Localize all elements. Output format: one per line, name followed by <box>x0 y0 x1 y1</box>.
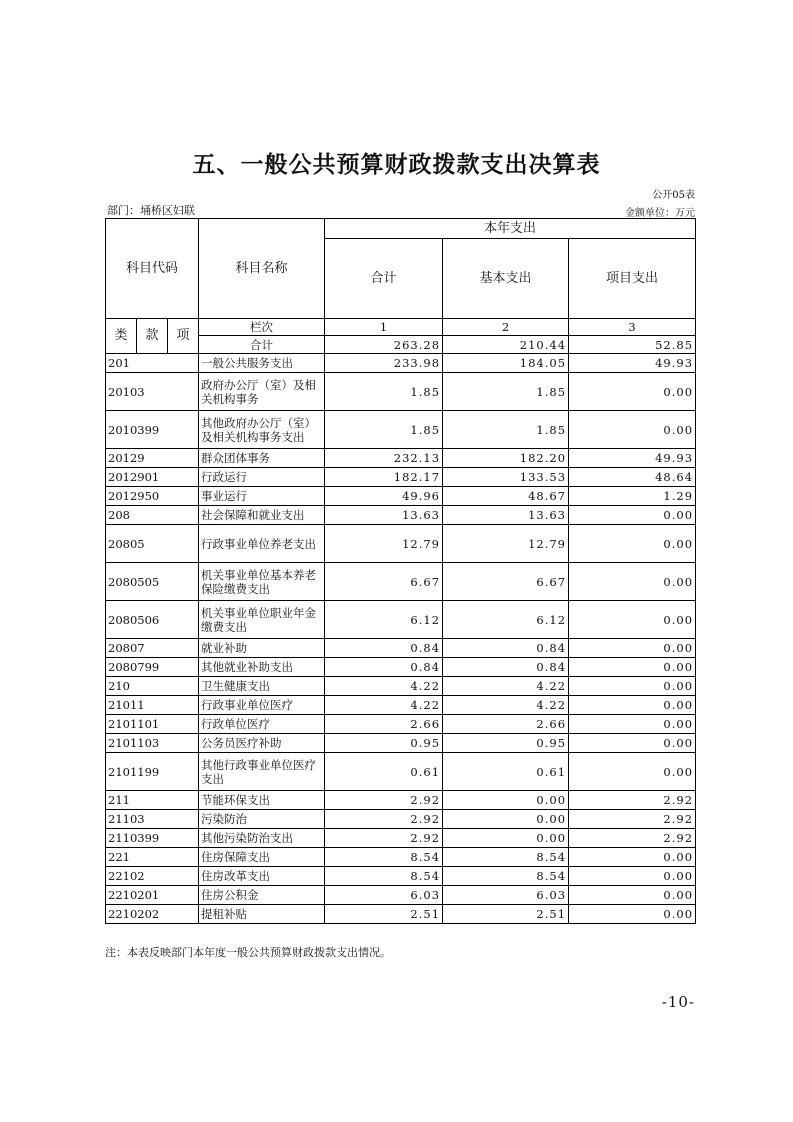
row-total: 8.54 <box>325 867 443 886</box>
row-total: 0.61 <box>325 753 443 791</box>
header-subject-code: 科目代码 <box>106 219 199 319</box>
table-row <box>106 829 696 848</box>
row-code: 20807 <box>106 639 199 658</box>
row-project: 49.93 <box>569 354 696 373</box>
table-row <box>106 905 696 924</box>
table-row <box>106 886 696 905</box>
header-col2: 2 <box>443 319 569 336</box>
row-project: 0.00 <box>569 753 696 791</box>
row-basic: 8.54 <box>443 848 569 867</box>
row-basic: 6.12 <box>443 601 569 639</box>
page-number: -10- <box>661 993 695 1011</box>
row-basic: 4.22 <box>443 696 569 715</box>
row-project: 2.92 <box>569 829 696 848</box>
row-project: 0.00 <box>569 411 696 449</box>
table-row <box>106 658 696 677</box>
row-project: 0.00 <box>569 867 696 886</box>
row-code: 2080799 <box>106 658 199 677</box>
row-code: 2080505 <box>106 563 199 601</box>
row-project: 0.00 <box>569 525 696 563</box>
row-project: 0.00 <box>569 506 696 525</box>
row-name: 提租补贴 <box>199 905 325 924</box>
row-basic: 6.67 <box>443 563 569 601</box>
row-total: 2.92 <box>325 810 443 829</box>
row-basic: 1.85 <box>443 411 569 449</box>
row-total: 0.95 <box>325 734 443 753</box>
row-project: 0.00 <box>569 373 696 411</box>
table-row <box>106 354 696 373</box>
row-name: 其他行政事业单位医疗支出 <box>199 753 325 791</box>
header-xiang: 项 <box>168 319 199 354</box>
row-name: 政府办公厅（室）及相关机构事务 <box>199 373 325 411</box>
row-name: 机关事业单位职业年金缴费支出 <box>199 601 325 639</box>
row-code: 2110399 <box>106 829 199 848</box>
row-basic: 0.84 <box>443 658 569 677</box>
row-code: 208 <box>106 506 199 525</box>
row-code: 221 <box>106 848 199 867</box>
row-total: 8.54 <box>325 848 443 867</box>
row-name: 行政事业单位医疗 <box>199 696 325 715</box>
header-project: 项目支出 <box>569 239 696 319</box>
row-basic: 13.63 <box>443 506 569 525</box>
row-total: 1.85 <box>325 411 443 449</box>
row-basic: 0.00 <box>443 829 569 848</box>
table-row <box>106 373 696 411</box>
table-row <box>106 848 696 867</box>
row-code: 2101101 <box>106 715 199 734</box>
row-total: 1.85 <box>325 373 443 411</box>
row-basic: 0.00 <box>443 791 569 810</box>
row-total: 4.22 <box>325 677 443 696</box>
header-basic: 基本支出 <box>443 239 569 319</box>
row-project: 49.93 <box>569 449 696 468</box>
header-subject-name: 科目名称 <box>199 219 325 319</box>
row-name: 节能环保支出 <box>199 791 325 810</box>
row-code: 2080506 <box>106 601 199 639</box>
table-row <box>106 639 696 658</box>
table-row <box>106 677 696 696</box>
row-code: 2012901 <box>106 468 199 487</box>
row-code: 21103 <box>106 810 199 829</box>
row-total: 49.96 <box>325 487 443 506</box>
table-row <box>106 468 696 487</box>
row-name: 住房公积金 <box>199 886 325 905</box>
row-project: 0.00 <box>569 658 696 677</box>
row-code: 20103 <box>106 373 199 411</box>
row-name: 住房改革支出 <box>199 867 325 886</box>
row-total: 182.17 <box>325 468 443 487</box>
row-code: 210 <box>106 677 199 696</box>
row-code: 201 <box>106 354 199 373</box>
table-row <box>106 791 696 810</box>
row-name: 其他政府办公厅（室）及相关机构事务支出 <box>199 411 325 449</box>
row-basic: 6.03 <box>443 886 569 905</box>
row-name: 群众团体事务 <box>199 449 325 468</box>
header-total: 合计 <box>325 239 443 319</box>
row-basic: 0.84 <box>443 639 569 658</box>
row-code: 22102 <box>106 867 199 886</box>
total-project: 52.85 <box>569 336 696 354</box>
row-code: 211 <box>106 791 199 810</box>
row-total: 233.98 <box>325 354 443 373</box>
table-row <box>106 734 696 753</box>
row-project: 0.00 <box>569 563 696 601</box>
row-total: 4.22 <box>325 696 443 715</box>
row-total: 0.84 <box>325 658 443 677</box>
row-project: 0.00 <box>569 677 696 696</box>
row-total: 6.03 <box>325 886 443 905</box>
row-basic: 2.51 <box>443 905 569 924</box>
row-name: 就业补助 <box>199 639 325 658</box>
row-total: 12.79 <box>325 525 443 563</box>
row-basic: 12.79 <box>443 525 569 563</box>
table-row <box>106 753 696 791</box>
table-row <box>106 715 696 734</box>
row-total: 2.92 <box>325 829 443 848</box>
row-total: 232.13 <box>325 449 443 468</box>
row-name: 公务员医疗补助 <box>199 734 325 753</box>
row-name: 机关事业单位基本养老保险缴费支出 <box>199 563 325 601</box>
row-project: 0.00 <box>569 696 696 715</box>
row-basic: 133.53 <box>443 468 569 487</box>
total-amount: 263.28 <box>325 336 443 354</box>
row-total: 0.84 <box>325 639 443 658</box>
row-code: 20129 <box>106 449 199 468</box>
row-project: 0.00 <box>569 715 696 734</box>
row-basic: 8.54 <box>443 867 569 886</box>
table-row <box>106 563 696 601</box>
row-name: 其他污染防治支出 <box>199 829 325 848</box>
row-name: 卫生健康支出 <box>199 677 325 696</box>
row-name: 行政单位医疗 <box>199 715 325 734</box>
row-name: 行政运行 <box>199 468 325 487</box>
row-basic: 4.22 <box>443 677 569 696</box>
row-code: 2101199 <box>106 753 199 791</box>
row-code: 20805 <box>106 525 199 563</box>
row-project: 0.00 <box>569 886 696 905</box>
row-basic: 184.05 <box>443 354 569 373</box>
row-name: 住房保障支出 <box>199 848 325 867</box>
row-code: 2210201 <box>106 886 199 905</box>
table-row <box>106 506 696 525</box>
department-label: 部门：埇桥区妇联 <box>107 204 195 217</box>
row-project: 0.00 <box>569 734 696 753</box>
row-project: 0.00 <box>569 639 696 658</box>
row-name: 污染防治 <box>199 810 325 829</box>
table-row <box>106 810 696 829</box>
row-project: 0.00 <box>569 905 696 924</box>
table-row <box>106 867 696 886</box>
row-total: 2.51 <box>325 905 443 924</box>
row-code: 2012950 <box>106 487 199 506</box>
row-basic: 0.61 <box>443 753 569 791</box>
row-basic: 2.66 <box>443 715 569 734</box>
row-name: 行政事业单位养老支出 <box>199 525 325 563</box>
header-col3: 3 <box>569 319 696 336</box>
row-name: 一般公共服务支出 <box>199 354 325 373</box>
table-row <box>106 696 696 715</box>
table-note: 注：本表反映部门本年度一般公共预算财政拨款支出情况。 <box>105 946 391 959</box>
amount-unit-label: 金额单位：万元 <box>625 208 695 219</box>
header-lanci: 栏次 <box>199 319 325 336</box>
row-basic: 0.95 <box>443 734 569 753</box>
row-code: 2101103 <box>106 734 199 753</box>
header-col1: 1 <box>325 319 443 336</box>
header-kuan: 款 <box>137 319 168 354</box>
total-label: 合计 <box>199 336 325 354</box>
form-code: 公开05表 <box>652 190 695 201</box>
table-row <box>106 601 696 639</box>
row-total: 6.12 <box>325 601 443 639</box>
row-project: 2.92 <box>569 791 696 810</box>
row-project: 0.00 <box>569 601 696 639</box>
header-lei: 类 <box>106 319 137 354</box>
row-name: 其他就业补助支出 <box>199 658 325 677</box>
page-title: 五、一般公共预算财政拨款支出决算表 <box>192 152 601 178</box>
table-row <box>106 449 696 468</box>
expenditure-table <box>105 218 696 924</box>
row-project: 0.00 <box>569 848 696 867</box>
row-total: 2.92 <box>325 791 443 810</box>
row-project: 2.92 <box>569 810 696 829</box>
table-row <box>106 525 696 563</box>
total-basic: 210.44 <box>443 336 569 354</box>
table-row <box>106 487 696 506</box>
row-basic: 1.85 <box>443 373 569 411</box>
header-current-year: 本年支出 <box>325 219 696 239</box>
table-row <box>106 411 696 449</box>
row-total: 13.63 <box>325 506 443 525</box>
row-basic: 48.67 <box>443 487 569 506</box>
row-code: 2210202 <box>106 905 199 924</box>
row-total: 2.66 <box>325 715 443 734</box>
row-name: 事业运行 <box>199 487 325 506</box>
row-code: 21011 <box>106 696 199 715</box>
row-basic: 0.00 <box>443 810 569 829</box>
row-project: 1.29 <box>569 487 696 506</box>
row-total: 6.67 <box>325 563 443 601</box>
row-project: 48.64 <box>569 468 696 487</box>
row-name: 社会保障和就业支出 <box>199 506 325 525</box>
row-basic: 182.20 <box>443 449 569 468</box>
row-code: 2010399 <box>106 411 199 449</box>
